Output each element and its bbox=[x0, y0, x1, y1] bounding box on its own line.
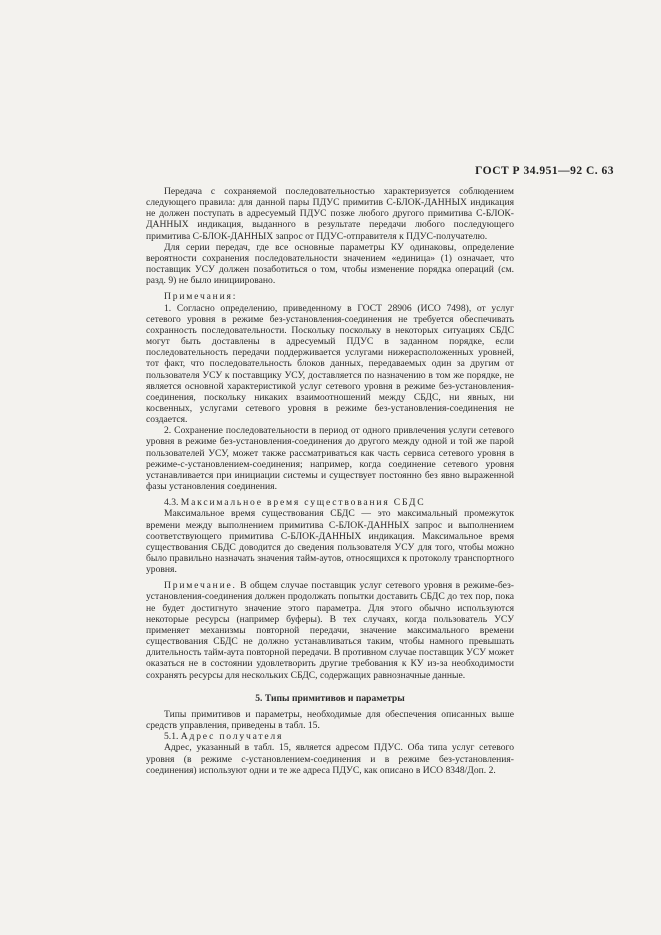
section-number: 4.3. bbox=[164, 497, 179, 509]
section-5-1-heading bbox=[146, 731, 514, 742]
paragraph: Максимальное время существования СБДС — это максимальный промежуток времени между выполнением примитива С-БЛОК-ДАННЫХ запрос и выполнением соответствующего примитива С-БЛОК-ДАННЫХ индикация. Максимальное время существования СБДС доводится до сведения пользователя УСУ для того, чтобы можно было правильно назначать значения тайм-аутов, относящихся к протоколу транспортного уровня. bbox=[146, 508, 514, 576]
note: 2. Сохранение последовательности в период от одного привлечения услуги сетевого уровня в режиме без-установления-соединения до другого между одной и той же парой пользователей УСУ, может также рассматриваться как часть сервиса сетевого уровня в режиме-с-установлением-соединения; например, когда соединение сетевого уровня устанавливается при инициации системы и существует постоянно без явно выраженной фазы установления соединения. bbox=[146, 425, 514, 493]
note: 1. Согласно определению, приведенному в ГОСТ 28906 (ИСО 7498), от услуг сетевого уровня в режиме без-установления-соединения не требуется обеспечивать сохранность последовательности. Поскольку поскольку в некоторых ситуациях СБДС могут быть доставлены в адресуемый ПДУС в заданном порядке, если последовательность передачи поддерживается услугами нижерасположенных уровней, тот факт, что последовательность блоков данных, передаваемых один за другим от пользователя УСУ к поставщику УСУ, доставляется по назначению в том же порядке, не является основной характеристикой услуг сетевого уровня в режиме без-установления-соединения, поскольку никаких взаимоотношений между СБДС, ни явных, ни косвенных, услугами сетевого уровня в режиме без-установления-соединения не создается. bbox=[146, 302, 514, 426]
section-title: Адрес получателя bbox=[180, 731, 284, 743]
page-header: ГОСТ Р 34.951—92 С. 63 bbox=[475, 165, 614, 177]
section-title: Максимальное время существования СБДС bbox=[180, 497, 426, 509]
note-label: Примечание. bbox=[164, 580, 237, 592]
note-paragraph bbox=[146, 580, 514, 680]
note-text: В общем случае поставщик услуг сетевого уровня в режиме-без-установления-соединения должен продолжать попытки доставить СБДС до тех пор, пока не будет достигнуто значение этого параметра. Для этого обычно используются некоторые ресурсы (например буферы). В тех случаях, когда пользователь УСУ применяет механизмы повторной передачи, значение максимального времени существования СБДС не должно устанавливаться таким, чтобы намного превышать длительность тайм-аута повторной передачи. В противном случае поставщик УСУ может оказаться не в состоянии удовлетворить другие требования к КУ из-за необходимости сохранять ресурсы для нескольких СБДС, содержащих равнозначные данные. bbox=[146, 580, 514, 681]
notes-title: Примечания: bbox=[164, 291, 238, 303]
section-5-heading: 5. Типы примитивов и параметры bbox=[255, 692, 405, 704]
section-4-3-heading bbox=[146, 497, 514, 508]
paragraph: Типы примитивов и параметры, необходимые для обеспечения описанных выше средств управления, приведены в табл. 15. bbox=[146, 708, 514, 732]
paragraph: Для серии передач, где все основные параметры КУ одинаковы, определение вероятности сохранения последовательности значением «единица» (1) означает, что поставщик УСУ должен позаботиться о том, чтобы изменение порядка операций (см. разд. 9) не было инициировано. bbox=[146, 241, 514, 287]
section-number: 5.1. bbox=[164, 731, 179, 743]
document-body bbox=[146, 186, 514, 776]
paragraph: Передача с сохраняемой последовательностью характеризуется соблюдением следующего правила: для данной пары ПДУС примитив С-БЛОК-ДАННЫХ индикация не должен поступать в адресуемый ПДУС позже любого другого примитива С-БЛОК-ДАННЫХ индикация, выданного в результате передачи любого последующего примитива С-БЛОК-ДАННЫХ запрос от ПДУС-отправителя к ПДУС-получателю. bbox=[146, 186, 514, 242]
paragraph: Адрес, указанный в табл. 15, является адресом ПДУС. Оба типа услуг сетевого уровня (в режиме с-установлением-соединения и в режиме без-установления-соединения) используют одни и те же адреса ПДУС, как описано в ИСО 8348/Доп. 2. bbox=[146, 742, 514, 776]
